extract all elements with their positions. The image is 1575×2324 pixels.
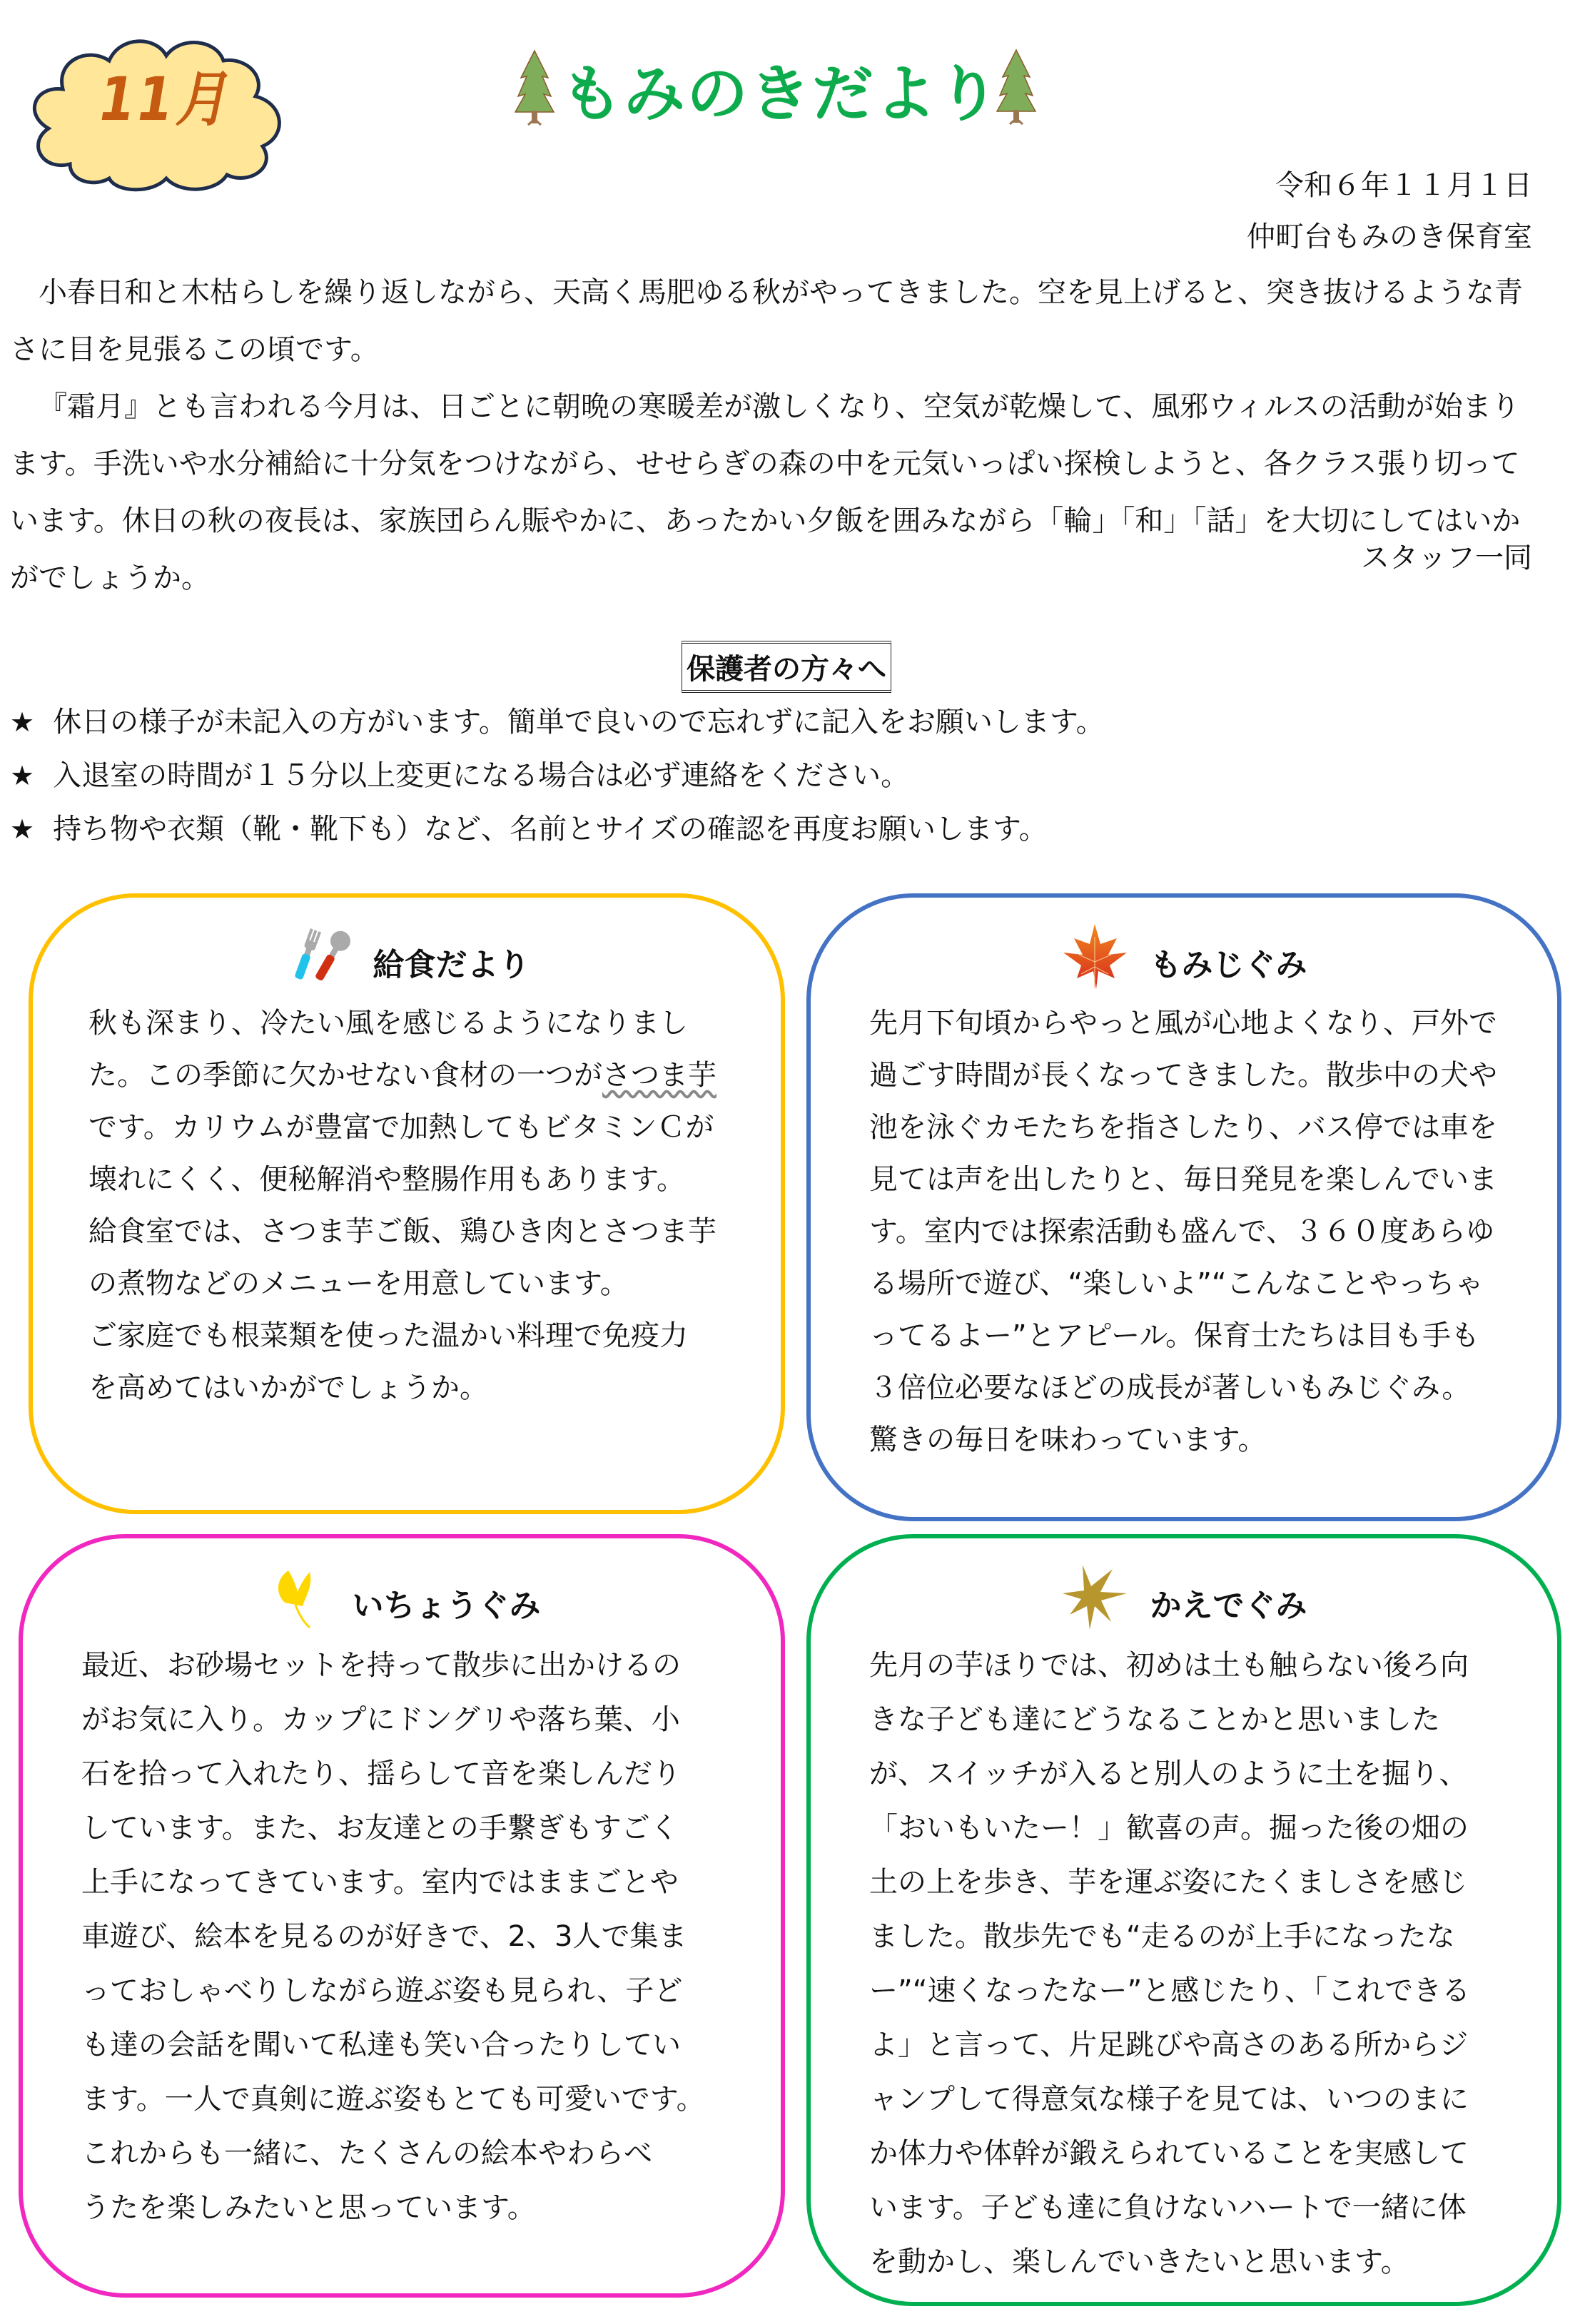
notice-list	[10, 696, 1105, 856]
section-header	[811, 923, 1557, 990]
fork-spoon-icon	[284, 923, 352, 990]
section-icho	[19, 1534, 785, 2298]
notice-title: 保護者の方々へ	[682, 641, 891, 693]
section-body: 秋も深まり、冷たい風を感じるようになりまし た。この季節に欠かせない食材の一つがさつま芋 です。カリウムが豊富で加熱してもビタミンＣが 壊れにくく、便秘解消や整腸作用もあります。 給食室では、さつま芋ご飯、鶏ひき肉とさつま芋 の煮物などのメニューを用意しています。 ご家庭でも根菜類を使った温かい料理で免疫力 を高めてはいかがでしょうか。	[88, 1007, 716, 1404]
month-badge: 11月	[99, 64, 229, 134]
notice-item: ★ 休日の様子が未記入の方がいます。簡単で良いので忘れずに記入をお願いします。	[10, 696, 1105, 749]
section-title: もみじぐみ	[1150, 947, 1307, 983]
section-title: いちょうぐみ	[352, 1588, 541, 1624]
section-title: かえでぐみ	[1150, 1588, 1307, 1624]
newsletter-title: もみのきだより	[561, 59, 1001, 130]
section-body: 先月下旬頃からやっと風が心地よくなり、戸外で 過ごす時間が長くなってきました。散歩中の犬や 池を泳ぐカモたちを指さしたり、バス停では車を 見ては声を出したりと、毎日発見を楽しんでいま す。室内では探索活動も盛んで、３６０度あらゆ る場所で遊び、“楽しいよ”“こんなことやっちゃ ってるよー”とアピール。保育士たちは目も手も ３倍位必要なほどの成長が著しいもみじぐみ。 驚きの毎日を味わっています。	[869, 1007, 1497, 1456]
maple-leaf-icon	[1061, 923, 1129, 990]
issue-date: 令和６年１１月１日	[1275, 169, 1532, 202]
section-body: 最近、お砂場セットを持って散歩に出かけるの がお気に入り。カップにドングリや落ち葉、小 石を拾って入れたり、揺らして音を楽しんだり しています。また、お友達との手繋ぎもすごく 上手になってきています。室内ではままごとや 車遊び、絵本を見るのが好きで、2、3人で集ま っておしゃべりしながら遊ぶ姿も見られ、子ど も達の会話を聞いて私達も笑い合ったりしてい ます。一人で真剣に遊ぶ姿もとても可愛いです。 これからも一緒に、たくさんの絵本やわらべ うたを楽しみたいと思っています。	[81, 1649, 705, 2224]
fir-tree-icon	[996, 49, 1037, 127]
star-icon: ★	[10, 706, 35, 738]
ginkgo-leaf-icon	[263, 1563, 331, 1631]
section-header	[33, 923, 781, 990]
section-header	[23, 1563, 781, 1631]
notice-item: ★ 持ち物や衣類（靴・靴下も）など、名前とサイズの確認を再度お願いします。	[10, 803, 1105, 856]
highlighted-ingredient: さつま芋	[602, 1059, 716, 1092]
section-header	[811, 1563, 1557, 1631]
signoff: スタッフ一同	[1361, 542, 1532, 574]
organization-name: 仲町台もみのき保育室	[1247, 220, 1532, 253]
section-kaede	[806, 1534, 1561, 2306]
notice-item: ★ 入退室の時間が１５分以上変更になる場合は必ず連絡をください。	[10, 749, 1105, 803]
intro-text	[10, 264, 1544, 607]
star-icon: ★	[10, 760, 35, 791]
section-title: 給食だより	[373, 947, 530, 983]
intro-paragraph: 『霜月』とも言われる今月は、日ごとに朝晩の寒暖差が激しくなり、空気が乾燥して、風邪ウィルスの活動が始まります。手洗いや水分補給に十分気をつけながら、せせらぎの森の中を元気いっぱい探検しようと、各クラス張り切っています。休日の秋の夜長は、家族団らん賑やかに、あったかい夕飯を囲みながら「輪」「和」「話」を大切にしてはいかがでしょうか。	[10, 390, 1521, 594]
kaede-leaf-icon	[1061, 1563, 1129, 1631]
section-body: 先月の芋ほりでは、初めは土も触らない後ろ向 きな子ども達にどうなることかと思いました が、スイッチが入ると別人のように土を掘り、 「おいもいたー！」歓喜の声。掘った後の畑の 土の上を歩き、芋を運ぶ姿にたくましさを感じ ました。散歩先でも“走るのが上手になったな ー”“速くなったなー”と感じたり、「これできる よ」と言って、片足跳びや高さのある所からジ ャンプして得意気な様子を見ては、いつのまに か体力や体幹が鍛えられていることを実感して います。子ども達に負けないハートで一緒に体 を動かし、楽しんでいきたいと思います。	[869, 1649, 1471, 2278]
section-momiji	[806, 893, 1561, 1521]
newsletter-title-group	[514, 46, 1001, 131]
fir-tree-icon	[514, 49, 555, 128]
intro-paragraph: 小春日和と木枯らしを繰り返しながら、天高く馬肥ゆる秋がやってきました。空を見上げると、突き抜けるような青さに目を見張るこの頃です。	[10, 276, 1523, 366]
section-kyushoku	[29, 893, 785, 1514]
star-icon: ★	[10, 813, 35, 845]
